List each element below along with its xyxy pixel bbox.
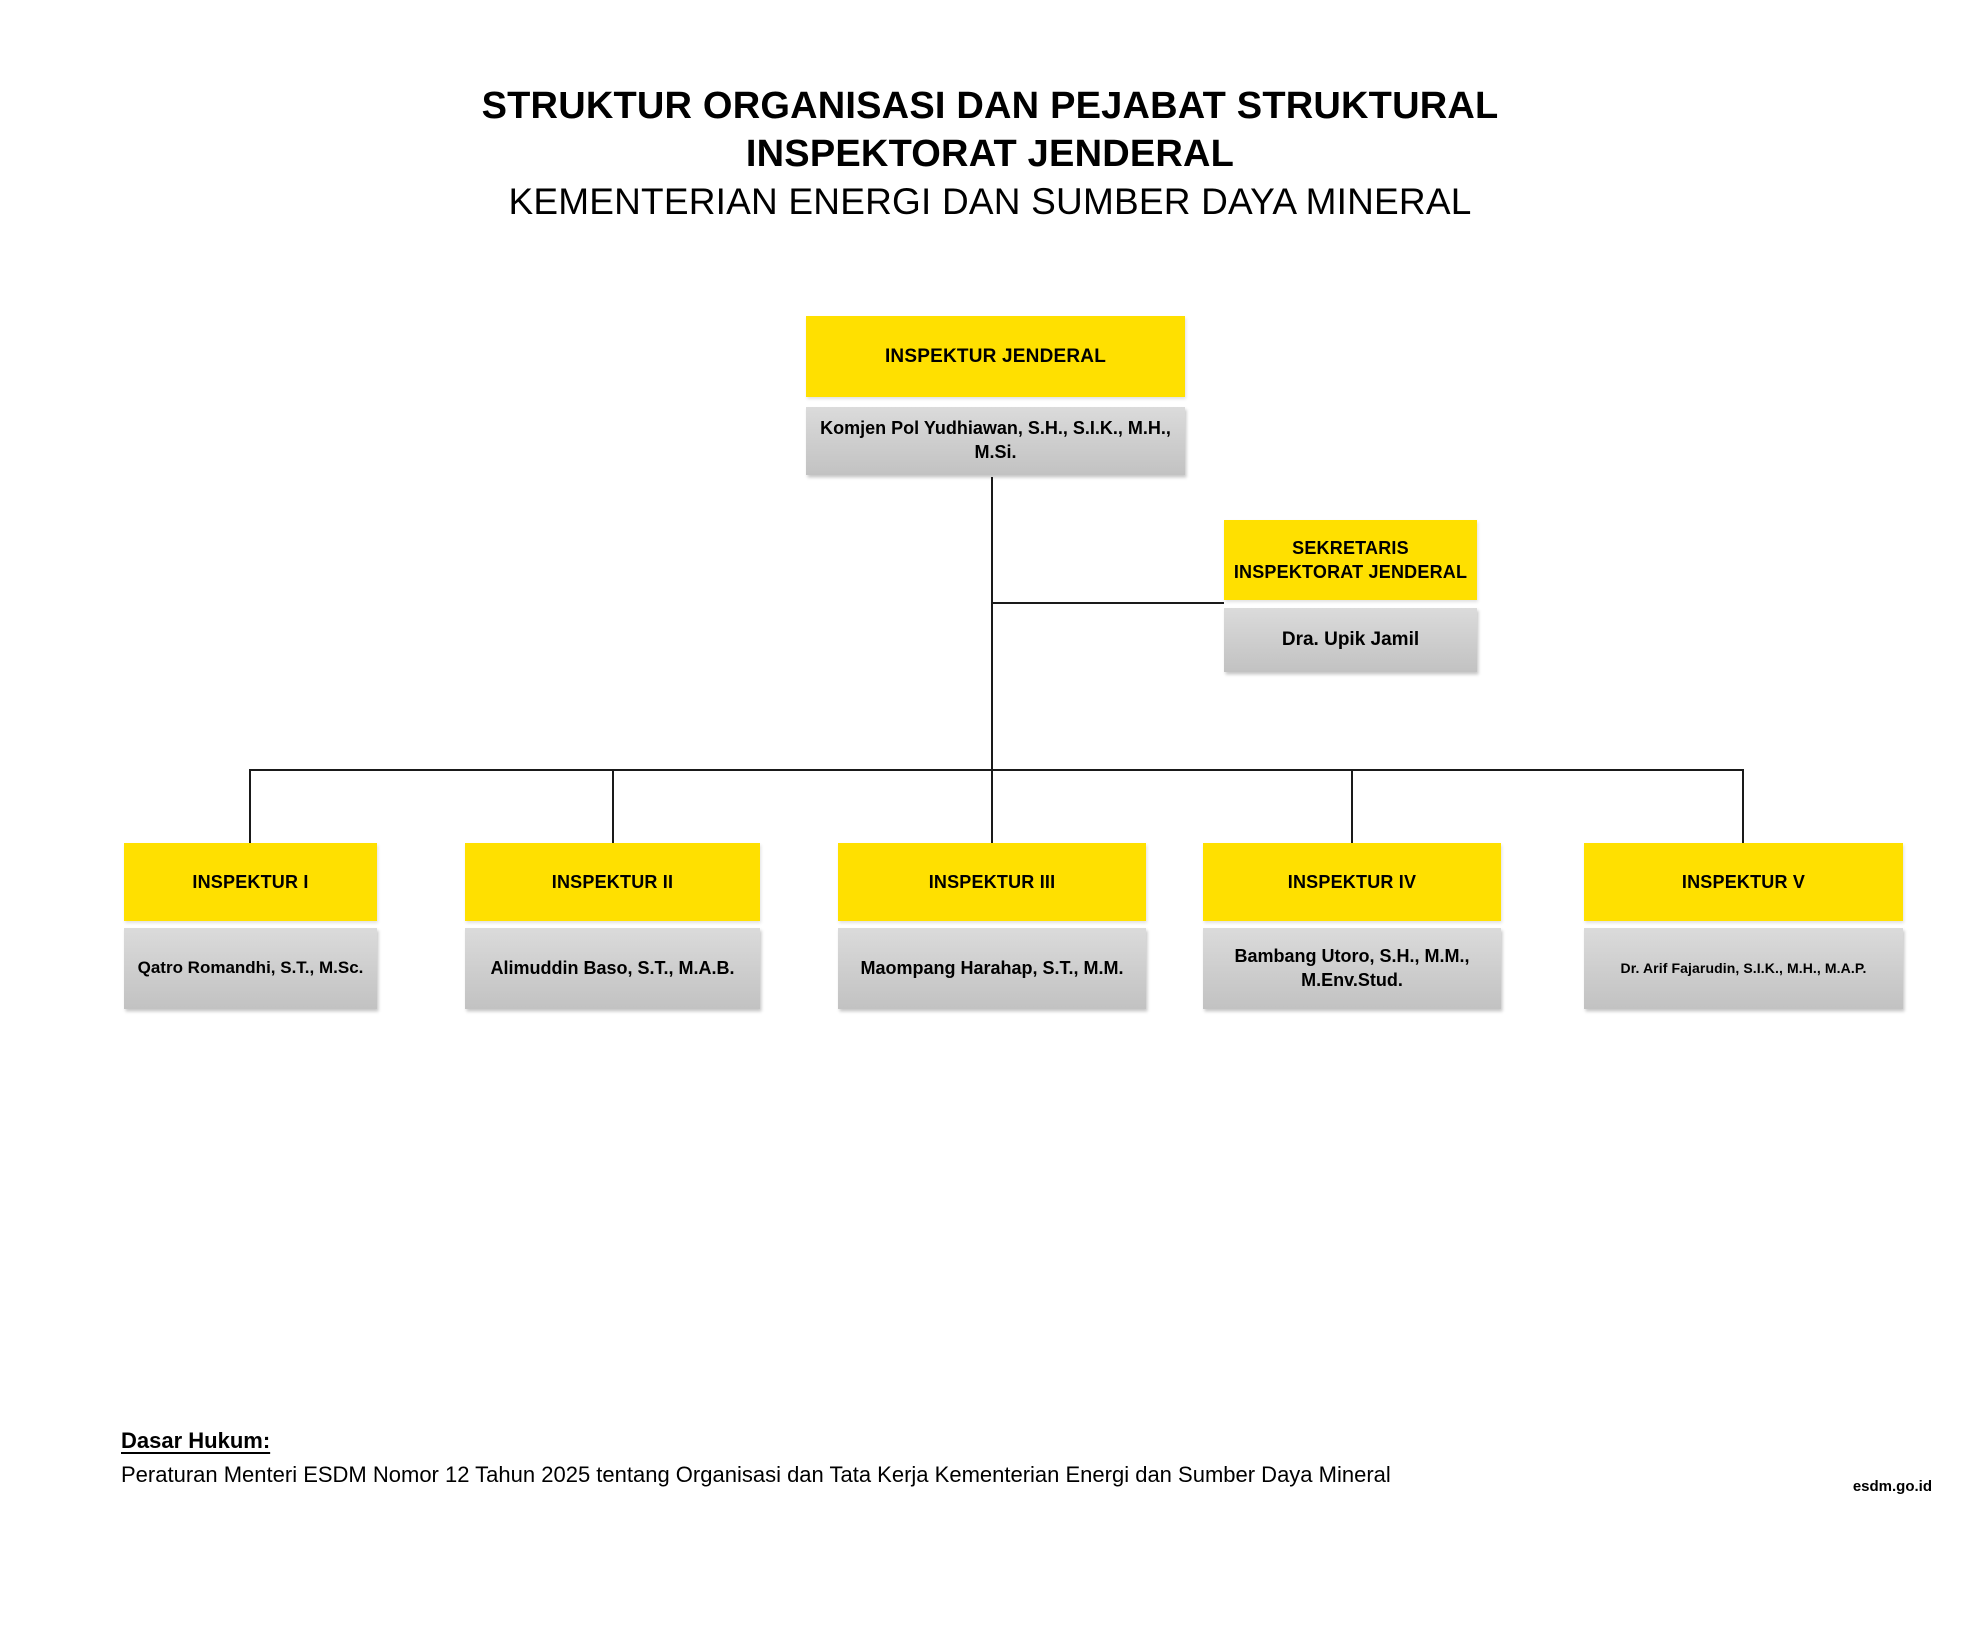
inspektur-jenderal-title-box: INSPEKTUR JENDERAL xyxy=(806,316,1185,397)
connector-drop-inspektur-3 xyxy=(991,769,993,844)
legal-basis-heading: Dasar Hukum: xyxy=(121,1428,271,1453)
sekretaris-title-box xyxy=(1224,520,1477,600)
inspektur-2-title-box: INSPEKTUR II xyxy=(465,843,760,921)
title-line-2: INSPEKTORAT JENDERAL xyxy=(745,133,1235,175)
legal-basis-text: Peraturan Menteri ESDM Nomor 12 Tahun 2025 tentang Organisasi dan Tata Kerja Kementerian Energi dan Sumber Daya Mineral xyxy=(121,1462,1391,1487)
inspektur-4-name-box: Bambang Utoro, S.H., M.M., M.Env.Stud. xyxy=(1203,928,1501,1009)
inspektur-1-title-box: INSPEKTUR I xyxy=(124,843,377,921)
title-line-3: KEMENTERIAN ENERGI DAN SUMBER DAYA MINERAL xyxy=(508,181,1472,222)
connector-root-trunk xyxy=(991,477,993,771)
title-line-1: STRUKTUR ORGANISASI DAN PEJABAT STRUKTURAL xyxy=(481,85,1499,127)
website-label: esdm.go.id xyxy=(1852,1478,1932,1495)
connector-drop-inspektur-1 xyxy=(249,769,251,844)
inspektur-4-title-box: INSPEKTUR IV xyxy=(1203,843,1501,921)
connector-secretary-branch xyxy=(992,602,1224,604)
inspektur-5-title-box: INSPEKTUR V xyxy=(1584,843,1903,921)
inspektur-3-title-box: INSPEKTUR III xyxy=(838,843,1146,921)
connector-drop-inspektur-4 xyxy=(1351,769,1353,844)
inspektur-5-name-box: Dr. Arif Fajarudin, S.I.K., M.H., M.A.P. xyxy=(1584,928,1903,1009)
page-title xyxy=(0,82,1980,226)
inspektur-2-name-box: Alimuddin Baso, S.T., M.A.B. xyxy=(465,928,760,1009)
sekretaris-name-box: Dra. Upik Jamil xyxy=(1224,608,1477,672)
inspektur-3-name-box: Maompang Harahap, S.T., M.M. xyxy=(838,928,1146,1009)
connector-drop-inspektur-5 xyxy=(1742,769,1744,844)
connector-distribution-line xyxy=(249,769,1744,771)
sekretaris-title-line-2: INSPEKTORAT JENDERAL xyxy=(1233,562,1468,582)
sekretaris-title-line-1: SEKRETARIS xyxy=(1292,537,1409,558)
inspektur-1-name-box: Qatro Romandhi, S.T., M.Sc. xyxy=(124,928,377,1009)
inspektur-jenderal-name-box: Komjen Pol Yudhiawan, S.H., S.I.K., M.H., M.Si. xyxy=(806,407,1185,475)
connector-drop-inspektur-2 xyxy=(612,769,614,844)
